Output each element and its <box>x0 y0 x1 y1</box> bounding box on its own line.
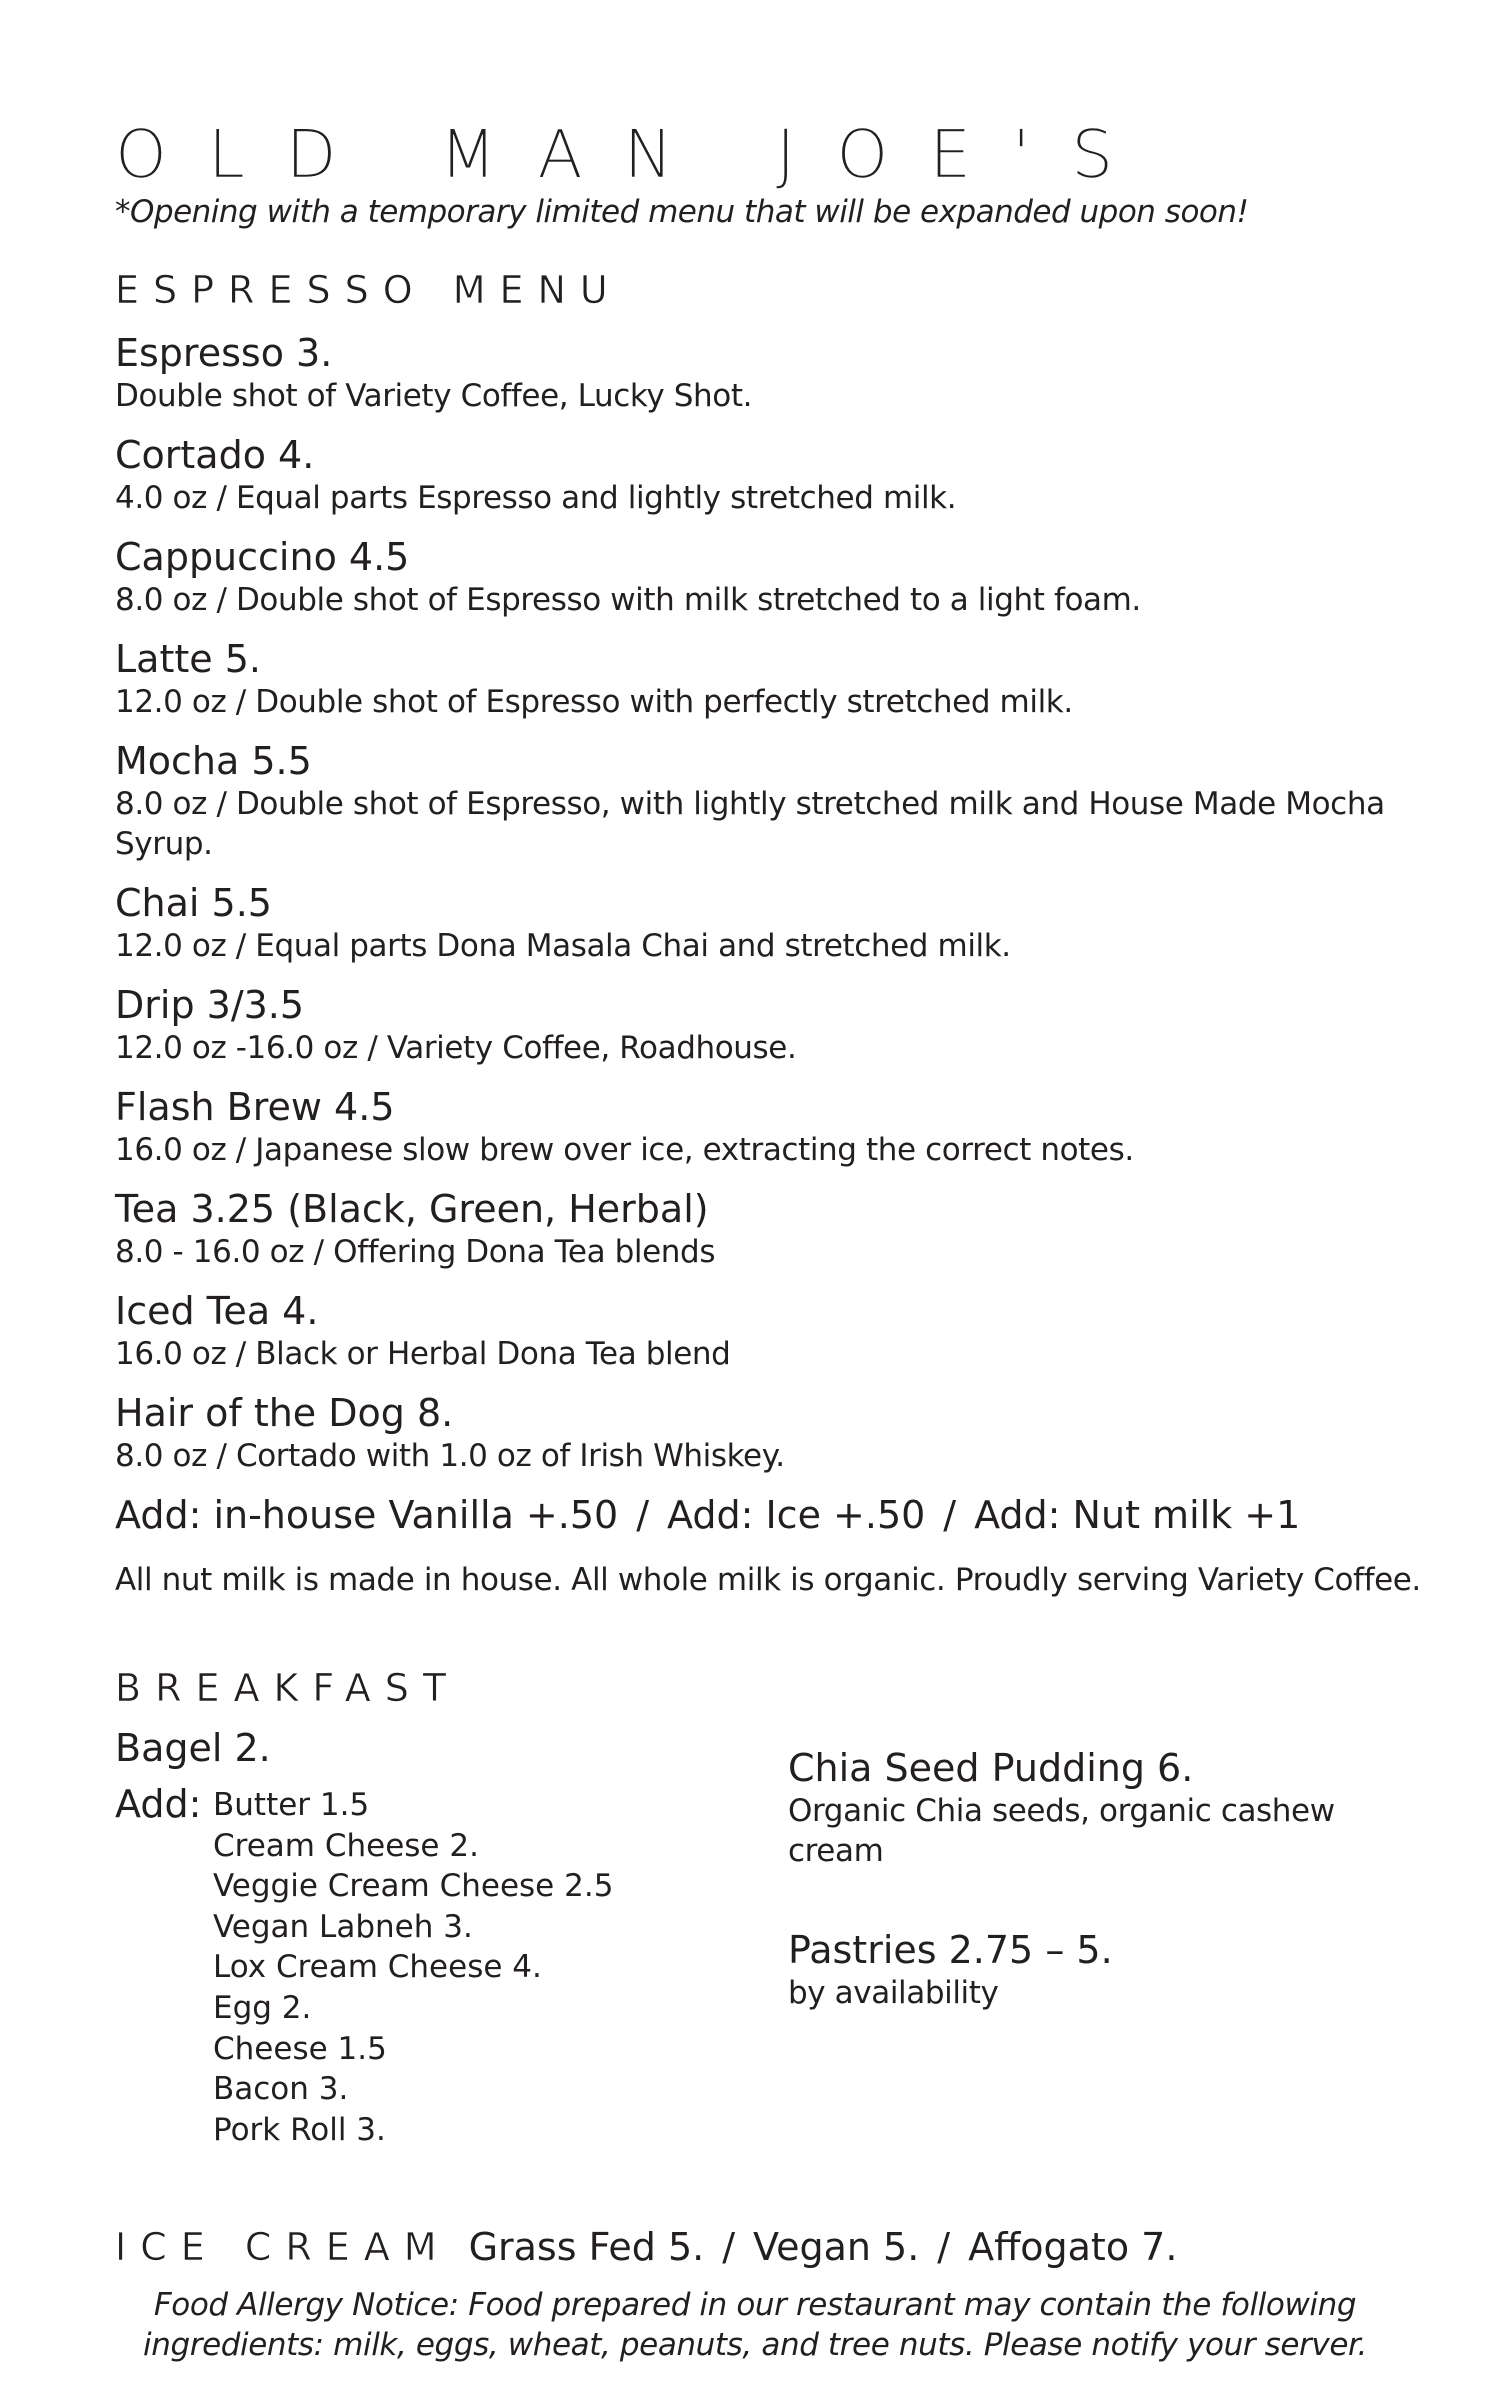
item-name: Cappuccino 4.5 <box>115 535 410 579</box>
bagel-section <box>115 1725 755 2150</box>
ice-cream-items <box>469 2225 1178 2269</box>
item-name: Drip 3/3.5 <box>115 983 305 1027</box>
menu-item <box>115 1288 1405 1374</box>
add-option: Lox Cream Cheese 4. <box>213 1949 542 1986</box>
item-name: Chai 5.5 <box>115 881 272 925</box>
item-description: 12.0 oz / Double shot of Espresso with perfectly stretched milk. <box>115 684 1073 720</box>
allergy-notice: Food Allergy Notice: Food prepared in our restaurant may contain the following ingredients: milk, eggs, wheat, peanuts, and tree nuts. Please notify your server. <box>143 2287 1367 2363</box>
addon-ice: Add: Ice +.50 <box>667 1493 926 1537</box>
item-name: Iced Tea 4. <box>115 1289 319 1333</box>
espresso-menu-heading: ESPRESSO MENU <box>115 268 622 312</box>
item-name: Espresso 3. <box>115 331 333 375</box>
item-description: 8.0 oz / Double shot of Espresso with milk stretched to a light foam. <box>115 582 1141 618</box>
add-option: Pork Roll 3. <box>213 2111 386 2148</box>
ice-cream-heading: ICE CREAM <box>115 2225 451 2269</box>
add-option: Cream Cheese 2. <box>213 1827 479 1864</box>
menu-item <box>115 1186 1405 1272</box>
item-description: Double shot of Variety Coffee, Lucky Shot. <box>115 378 753 414</box>
ice-cream-line <box>115 2225 1177 2269</box>
breakfast-right-column <box>788 1745 1428 2069</box>
item-description: 12.0 oz / Equal parts Dona Masala Chai and stretched milk. <box>115 928 1011 964</box>
bagel-add-options <box>115 1783 755 2150</box>
add-option: Cheese 1.5 <box>213 2030 387 2067</box>
menu-item <box>115 534 1405 620</box>
item-description: 8.0 oz / Cortado with 1.0 oz of Irish Whiskey. <box>115 1438 785 1474</box>
espresso-menu-list <box>115 330 1405 1538</box>
item-description: by availability <box>788 1975 999 2011</box>
breakfast-heading: BREAKFAST <box>115 1666 461 1710</box>
menu-item <box>115 1084 1405 1170</box>
menu-item <box>788 1927 1428 2013</box>
addon-nut-milk: Add: Nut milk +1 <box>974 1493 1301 1537</box>
addon-separator: / <box>943 1493 957 1537</box>
menu-item <box>788 1745 1428 1871</box>
item-name: Cortado 4. <box>115 433 315 477</box>
item-name: Mocha 5.5 <box>115 739 312 783</box>
ice-cream-item: Grass Fed 5. <box>468 2225 705 2269</box>
item-name: Tea 3.25 (Black, Green, Herbal) <box>115 1187 709 1231</box>
restaurant-title: OLD MAN JOE'S <box>115 116 1155 193</box>
ice-cream-item: Affogato 7. <box>968 2225 1178 2269</box>
item-description: 8.0 oz / Double shot of Espresso, with lightly stretched milk and House Made Mocha Syrup. <box>115 786 1385 862</box>
menu-item <box>115 880 1405 966</box>
ice-cream-item: Vegan 5. <box>753 2225 920 2269</box>
milk-note: All nut milk is made in house. All whole milk is organic. Proudly serving Variety Coffee. <box>115 1562 1421 1598</box>
add-option: Butter 1.5 <box>213 1787 370 1823</box>
item-description: 12.0 oz -16.0 oz / Variety Coffee, Roadhouse. <box>115 1030 797 1066</box>
bagel-name: Bagel 2. <box>115 1726 271 1770</box>
item-description: 8.0 - 16.0 oz / Offering Dona Tea blends <box>115 1234 716 1270</box>
add-option: Vegan Labneh 3. <box>213 1908 473 1945</box>
item-name: Chia Seed Pudding 6. <box>788 1746 1194 1790</box>
opening-note: *Opening with a temporary limited menu that will be expanded upon soon! <box>115 194 1249 230</box>
item-name: Hair of the Dog 8. <box>115 1391 454 1435</box>
menu-item <box>115 330 1405 416</box>
menu-item <box>115 982 1405 1068</box>
item-name: Pastries 2.75 – 5. <box>788 1928 1113 1972</box>
menu-item <box>115 636 1405 722</box>
menu-item <box>115 1390 1405 1476</box>
addon-vanilla: Add: in-house Vanilla +.50 <box>115 1493 619 1537</box>
add-option: Egg 2. <box>213 1989 312 2026</box>
menu-item <box>115 738 1405 864</box>
ice-cream-separator: / <box>937 2225 951 2269</box>
add-option: Bacon 3. <box>213 2071 349 2108</box>
ice-cream-separator: / <box>722 2225 736 2269</box>
item-description: 4.0 oz / Equal parts Espresso and lightly stretched milk. <box>115 480 957 516</box>
espresso-addons <box>115 1492 1405 1538</box>
add-label: Add: <box>115 1782 202 1826</box>
item-description: Organic Chia seeds, organic cashew cream <box>788 1793 1335 1869</box>
item-name: Flash Brew 4.5 <box>115 1085 395 1129</box>
add-option-list <box>213 1785 613 2150</box>
addon-separator: / <box>636 1493 650 1537</box>
item-description: 16.0 oz / Japanese slow brew over ice, extracting the correct notes. <box>115 1132 1134 1168</box>
item-name: Latte 5. <box>115 637 261 681</box>
add-option: Veggie Cream Cheese 2.5 <box>213 1868 614 1905</box>
item-description: 16.0 oz / Black or Herbal Dona Tea blend <box>115 1336 731 1372</box>
menu-item <box>115 432 1405 518</box>
